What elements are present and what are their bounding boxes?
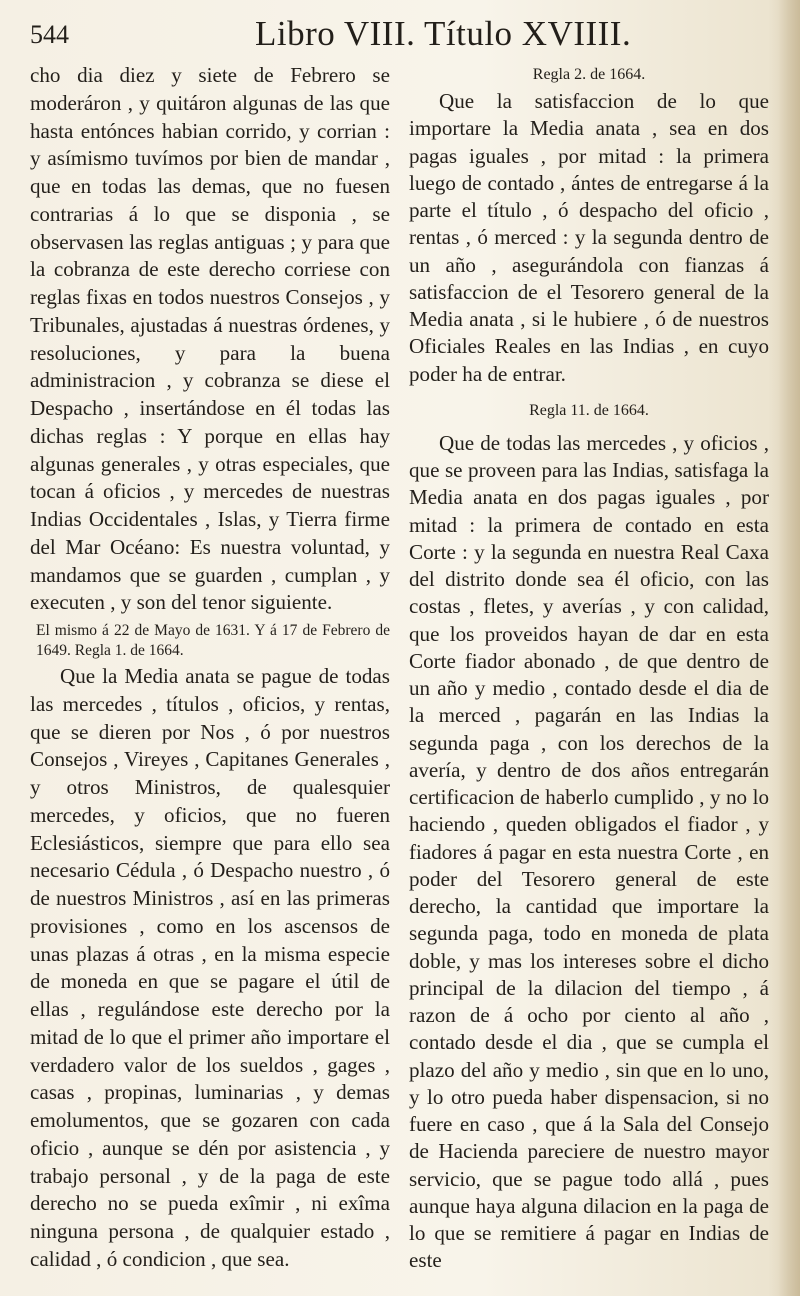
paragraph-rule-2: Que la satisfaccion de lo que importare la Media anata , sea en dos pagas iguales , por mitad : la primera luego de contado , ántes de entregarse á la parte el título , ó despacho del oficio , rentas , ó merced : y la segunda dentro de un año , asegurándola con fianzas á satisfaccion de el Tesorero general de la Media anata , si le hubiere , ó de nuestros Oficiales Reales en las Indias , en cuyo poder ha de entrar. [409, 89, 769, 386]
page-edge-shadow [778, 0, 800, 1296]
source-note: El mismo á 22 de Mayo de 1631. Y á 17 de Febrero de 1649. Regla 1. de 1664. [36, 622, 390, 659]
paragraph-rule-1: Que la Media anata se pague de todas las mercedes , títulos , oficios, y rentas, que se dieren por Nos , ó por nuestros Consejos , Vireyes , Capitanes Generales , y otros Ministros, de qualesquier mercedes, y oficios, que no fueren Eclesiásticos, siempre que para ello sea necesario Cédula , ó Despacho nuestro , ó de nuestros Ministros , así en las primeras provisiones , como en los ascensos de unas plazas á otras , en la misma especie de moneda en que se pagare el útil de ellas , regulándose este derecho por la mitad de lo que el primer año importare el verdadero valor de los sueldos , gages , casas , propinas, luminarias , y demas emolumentos, que se gozaren con cada oficio , aunque se dén por asistencia , y trabajo personal , y de la paga de este derecho no se pueda exîmir , ni exîma ninguna persona , de qualquier estado , calidad , ó condicion , que sea. [30, 664, 390, 1271]
paragraph-rule-11: Que de todas las mercedes , y oficios , que se proveen para las Indias, satisfaga la Media anata en dos pagas iguales , por mitad : la primera de contado en esta Corte : y la segunda en nuestra Real Caxa del distrito donde sea él oficio, con las costas , fletes, y averías , y con calidad, que los proveidos hayan de dar en esta Corte fiador abonado , de que dentro de un año y medio , contado desde el dia de la merced , pagarán en las Indias la segunda paga , con los derechos de la avería, y dentro de dos años entregarán certificacion de haberlo cumplido , y no lo haciendo , queden obligados el fiador , y fiadores á pagar en esta nuestra Corte , en poder del Tesorero general de este derecho, la cantidad que importare la segunda paga, todo en moneda de plata doble, y mas los intereses sobre el dicho principal de la dilacion del tiempo , á razon de á ocho por ciento al año , contado desde el dia , que se cumpla el plazo del año y medio , sin que en lo uno, y lo otro pueda haber dispensacion, si no fuere en caso , que á la Sala del Consejo de Hacienda pareciere de nuestro mayor servicio, que se pague todo allá , pues aunque haya alguna dilacion en la paga de lo que se remitiere á pagar en Indias de este [409, 430, 769, 1273]
rule-heading-2: Regla 2. de 1664. [532, 66, 646, 83]
rule-heading-11: Regla 11. de 1664. [529, 401, 649, 419]
running-head: Libro VIII. Título XVIIII. [255, 14, 632, 53]
left-column [30, 62, 390, 1274]
page-number: 544 [30, 20, 69, 49]
page-header [30, 14, 770, 58]
right-column [409, 62, 769, 1275]
paragraph-continuation: cho dia diez y siete de Febrero se moderáron , y quitáron algunas de las que hasta entónces habian corrido, y corrian : y asímismo tuvímos por bien de mandar , que en todas las demas, que no fuesen contrarias á lo que se disponia , se observasen las reglas antiguas ; y para que la cobranza de este derecho corriese con reglas fixas en todos nuestros Consejos , y Tribunales, ajustadas á nuestras órdenes, y resoluciones, y para la buena administracion , y cobranza se diese el Despacho , insertándose en él todas las dichas reglas : Y porque en ellas hay algunas generales , y otras especiales, que tocan á oficios , y mercedes de nuestras Indias Occidentales , Islas, y Tierra firme del Mar Océano: Es nuestra voluntad, y mandamos que se guarden , cumplan , y executen , y son del tenor siguiente. [30, 63, 390, 615]
